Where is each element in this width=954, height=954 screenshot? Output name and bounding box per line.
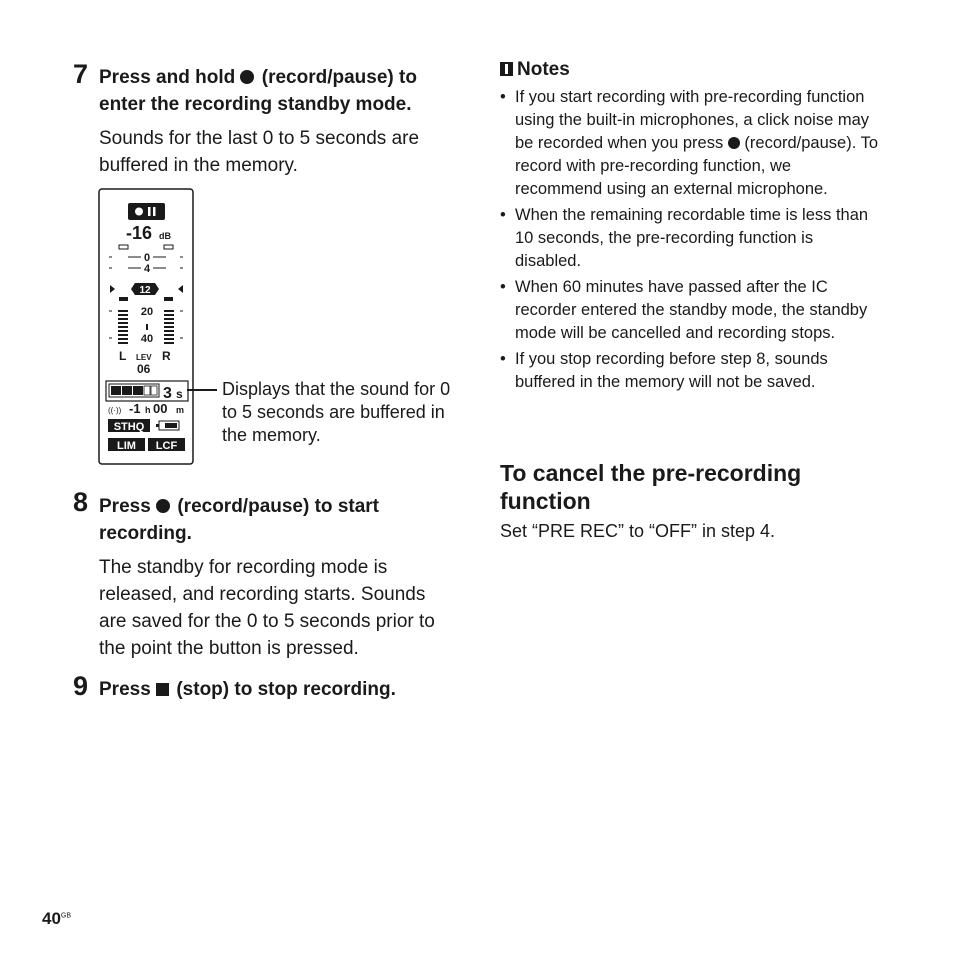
left-channel-label: L: [119, 349, 127, 363]
step-7-title: [99, 64, 449, 118]
remaining-minutes: 00: [153, 401, 168, 416]
lev-value: 06: [137, 362, 151, 376]
db-unit: dB: [159, 231, 171, 241]
note-item: [500, 86, 880, 201]
record-dot-icon: [728, 137, 740, 149]
callout-line: [187, 389, 217, 391]
step-9-title-a: Press: [99, 679, 151, 700]
scale-label-4: 4: [143, 263, 151, 275]
mic-sensitivity-icon: ((·)): [108, 406, 122, 415]
note-2-text: When the remaining recordable time is less than 10 seconds, the pre-recording function is disabled.: [515, 206, 869, 270]
prerec-unit: s: [176, 387, 183, 401]
prerec-seconds: 3: [163, 385, 172, 402]
recorder-display-illustration: [98, 188, 196, 466]
record-pause-icon: [128, 203, 165, 220]
note-item: [500, 348, 880, 394]
level-db-value: -16: [126, 223, 153, 243]
step-7-title-b: (record/pause) to enter the recording standby mode.: [99, 67, 417, 115]
lev-label: LEV: [136, 353, 152, 362]
hours-unit: h: [145, 405, 151, 415]
quality-label: STHQ: [113, 421, 145, 433]
minutes-unit: m: [176, 405, 185, 415]
remaining-hours: -1: [129, 401, 141, 416]
step-number-8: 8: [73, 487, 89, 517]
step-8-title: [99, 493, 449, 547]
record-dot-icon: [156, 499, 170, 513]
step-7-title-a: Press and hold: [99, 67, 236, 88]
step-8-title-b: (record/pause) to start recording.: [99, 496, 379, 544]
cancel-heading: To cancel the pre-recording function: [500, 460, 802, 514]
right-level-meter: [164, 310, 174, 344]
step-8-title-a: Press: [99, 496, 151, 517]
notes-heading: [500, 59, 570, 81]
note-1-text-b: (record/pause). To record with pre-recording function, we recommend using an external microphone.: [515, 134, 879, 198]
left-level-meter: [118, 310, 128, 344]
record-dot-icon: [240, 70, 254, 84]
note-item: [500, 276, 880, 345]
notes-list: [500, 86, 880, 397]
scale-label-12: 12: [139, 285, 151, 296]
page-number-value: 40: [42, 909, 61, 928]
cancel-body: Set “PRE REC” to “OFF” in step 4.: [500, 521, 776, 541]
step-9-title: [99, 676, 449, 703]
page-suffix: GB: [60, 912, 72, 920]
lim-label: LIM: [117, 440, 136, 452]
step-number-7: 7: [73, 59, 89, 89]
note-item: [500, 204, 880, 273]
notes-heading-text: Notes: [517, 59, 570, 80]
note-1-text-a: If you start recording with pre-recording function using the built-in microphones, a click noise may be recorded when you press: [515, 88, 870, 152]
step-8-body: The standby for recording mode is released, and recording starts. Sounds are saved for the 0 to 5 seconds prior to the point the button is pressed.: [99, 557, 435, 659]
scale-label-20: 20: [140, 306, 154, 318]
note-3-text: When 60 minutes have passed after the IC recorder entered the standby mode, the standby mode will be cancelled and recording stops.: [515, 278, 868, 342]
scale-label-0: 0: [143, 252, 151, 264]
display-callout-text: Displays that the sound for 0 to 5 seconds are buffered in the memory.: [222, 379, 451, 445]
scale-label-40: 40: [140, 333, 154, 345]
page-number: [42, 909, 71, 929]
lcf-label: LCF: [155, 440, 178, 452]
stop-square-icon: [156, 683, 169, 696]
right-channel-label: R: [162, 349, 171, 363]
step-9-title-b: (stop) to stop recording.: [176, 679, 396, 700]
note-icon: [500, 62, 513, 76]
step-7-body: Sounds for the last 0 to 5 seconds are buffered in the memory.: [99, 128, 420, 176]
note-4-text: If you stop recording before step 8, sounds buffered in the memory will not be saved.: [515, 350, 828, 391]
step-number-9: 9: [73, 671, 89, 701]
